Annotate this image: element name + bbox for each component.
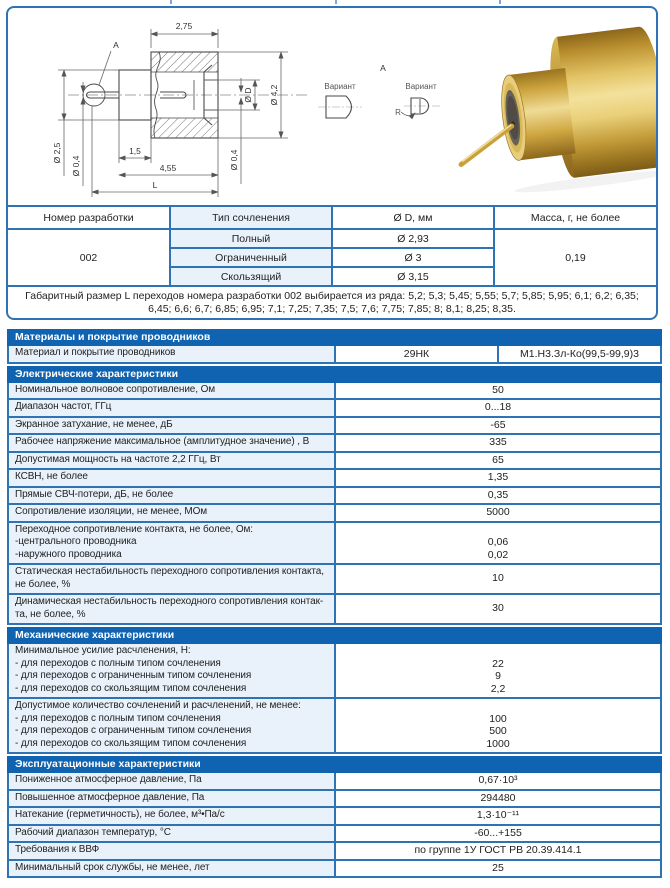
char-value	[336, 488, 660, 504]
char-value-cell: 0,06	[487, 536, 509, 548]
char-row	[7, 843, 662, 861]
char-label	[9, 346, 336, 362]
char-label-line: Рабочее напряжение максимальное (амплитудное значение) , В	[15, 436, 310, 447]
dimension-l-note: Габаритный размер L переходов номера разработки 002 выбирается из ряда: 5,2; 5,3; 5,45; 5,55; 5,7; 5,85; 5,95; 6,1; 6,2; 6,35; 6,45; 6,6; 6,7; 6,85; 6,95; 7,1; 7,25; 7,35; 7,5; 7,6; 7,75; 7,85; 8; 8,1; 8,25; 8,35.	[8, 285, 656, 318]
char-value-cell: 10	[492, 572, 504, 585]
variant-radius-label: R	[395, 108, 401, 117]
char-row	[7, 383, 662, 401]
char-row	[7, 453, 662, 471]
char-value-cell: 500	[489, 725, 507, 737]
view-a-label: А	[113, 40, 119, 50]
spec-header-dev-number: Номер разработки	[8, 206, 170, 229]
char-value-cell	[338, 645, 658, 658]
variant-view-a-label: А	[380, 63, 386, 73]
char-label	[9, 470, 336, 486]
char-label	[9, 488, 336, 504]
spec-type-cell: Ограниченный	[170, 248, 332, 267]
char-label-line: Номинальное волновое сопротивление, Ом	[15, 383, 216, 395]
char-value-cell: 9	[495, 670, 501, 682]
char-value	[336, 453, 660, 469]
variant-2-label: Вариант	[405, 82, 437, 91]
char-value-cell: 1,3·10⁻¹¹	[476, 809, 520, 821]
char-label	[9, 595, 336, 623]
char-label	[9, 808, 336, 824]
char-label	[9, 453, 336, 469]
spec-diameter-cell: Ø 3	[332, 248, 494, 267]
char-label-line: Минимальный срок службы, не менее, лет	[15, 861, 210, 873]
char-value-cell: 25	[492, 861, 504, 874]
char-label	[9, 773, 336, 789]
char-value-cell: 2,2	[490, 682, 506, 695]
top-frame	[6, 6, 658, 320]
char-label-line: -центрального проводника	[15, 536, 137, 547]
char-value-cell: -60...+155	[474, 826, 522, 839]
dim-label-pin-dia-inner: Ø 0,4	[229, 149, 239, 171]
char-value	[336, 470, 660, 486]
char-value-cell: 29НК	[403, 347, 430, 360]
char-value-cell	[338, 524, 658, 537]
spec-type-cell: Скользящий	[170, 267, 332, 285]
char-row	[7, 595, 662, 625]
char-label-line: -наружного проводника	[15, 548, 122, 560]
section-header: Механические характеристики	[7, 627, 662, 644]
char-value	[336, 808, 660, 824]
char-value-cell: -65	[490, 418, 506, 431]
char-label-line: КСВН, не более	[15, 471, 88, 482]
char-label-line: Статическая нестабильность переходного сопротивления контакта,	[15, 566, 324, 577]
char-value-cell: 65	[492, 453, 504, 466]
spec-type-cell: Полный	[170, 229, 332, 248]
char-label-line: Пониженное атмосферное давление, Па	[15, 774, 202, 785]
char-label	[9, 699, 336, 752]
char-row	[7, 826, 662, 844]
char-value	[336, 418, 660, 434]
char-row	[7, 791, 662, 809]
char-value	[336, 699, 660, 752]
char-label-line: та, не более, %	[15, 608, 86, 620]
crop-tick	[499, 0, 501, 4]
char-value-cell: 335	[489, 436, 507, 448]
char-row	[7, 808, 662, 826]
char-label-line: Сопротивление изоляции, не менее, МОм	[15, 506, 208, 517]
char-value	[336, 400, 660, 416]
char-label	[9, 418, 336, 434]
char-label-line: - для переходов со скользящим типом сочленения	[15, 737, 247, 749]
char-value-cell: по группе 1У ГОСТ РВ 20.39.414.1	[414, 844, 582, 856]
char-label-line: Прямые СВЧ-потери, дБ, не более	[15, 488, 174, 500]
char-value-cell: 1,35	[487, 471, 509, 483]
char-value-cell: 0,02	[487, 548, 509, 561]
char-value	[336, 861, 660, 877]
char-value-cell: 100	[489, 712, 507, 725]
char-label-line: Требования к ВВФ	[15, 844, 100, 855]
dim-label-pin-dia: Ø 0,4	[71, 155, 81, 177]
char-value	[336, 644, 660, 697]
char-label-line: Диапазон частот, ГГц	[15, 401, 112, 412]
char-label	[9, 400, 336, 416]
char-label	[9, 435, 336, 451]
char-value	[336, 523, 660, 564]
char-label	[9, 826, 336, 842]
char-label	[9, 791, 336, 807]
char-value	[336, 843, 660, 859]
dim-label-flange-len: 1,5	[129, 146, 141, 156]
dim-label-inner-dia: Ø D	[243, 87, 253, 103]
char-label-line: - для переходов с ограниченным типом сочленения	[15, 725, 252, 736]
char-row	[7, 644, 662, 699]
char-value-cell: 30	[492, 602, 504, 615]
char-row	[7, 488, 662, 506]
char-label-line: Экранное затухание, не менее, дБ	[15, 418, 173, 430]
variant-1-label: Вариант	[324, 82, 356, 91]
crop-tick	[170, 0, 172, 4]
section-header: Материалы и покрытие проводников	[7, 329, 662, 346]
dim-label-flange-dia: Ø 2,5	[52, 142, 62, 164]
char-row	[7, 470, 662, 488]
char-label	[9, 565, 336, 593]
crop-tick	[335, 0, 337, 4]
char-label-line: Рабочий диапазон температур, °С	[15, 826, 171, 838]
char-label-line: Динамическая нестабильность переходного сопротивления контак-	[15, 596, 324, 607]
char-label-line: - для переходов с полным типом сочленения	[15, 712, 221, 724]
spec-table	[8, 205, 656, 285]
char-value-cell: 1000	[486, 737, 510, 750]
char-value	[336, 505, 660, 521]
char-value-cell: 5000	[486, 506, 510, 518]
spec-dev-number: 002	[8, 229, 170, 285]
char-value	[336, 565, 660, 593]
section-header: Электрические характеристики	[7, 366, 662, 383]
char-label-line: - для переходов с ограниченным типом сочленения	[15, 670, 252, 681]
char-row	[7, 523, 662, 566]
spec-header-mating-type: Тип сочленения	[170, 206, 332, 229]
char-label-line: Материал и покрытие проводников	[15, 347, 176, 358]
char-label-line: Минимальное усилие расчленения, Н:	[15, 645, 191, 656]
char-label-line: Переходное сопротивление контакта, не более, Ом:	[15, 523, 253, 535]
char-label	[9, 505, 336, 521]
char-row	[7, 346, 662, 364]
characteristics-table	[7, 329, 662, 878]
char-label-line: Натекание (герметичность), не более, м³•Па/с	[15, 809, 225, 820]
variant-details	[318, 63, 440, 118]
char-value	[336, 773, 660, 789]
dim-label-body-len: 4,55	[159, 163, 177, 173]
technical-drawing	[8, 8, 656, 205]
char-value	[336, 435, 660, 451]
char-value-cell: 0,35	[487, 488, 509, 501]
char-row	[7, 699, 662, 754]
char-label-line: - для переходов с полным типом сочленения	[15, 657, 221, 669]
spec-mass-cell: 0,19	[494, 229, 656, 285]
spec-header-diameter: Ø D, мм	[332, 206, 494, 229]
char-label-line: Повышенное атмосферное давление, Па	[15, 791, 205, 803]
char-value-cell: 22	[492, 657, 504, 670]
char-label	[9, 644, 336, 697]
spec-header-mass: Масса, г, не более	[494, 206, 656, 229]
char-row	[7, 418, 662, 436]
char-label	[9, 383, 336, 399]
dim-label-body-width: 2,75	[175, 21, 193, 31]
char-label	[9, 843, 336, 859]
spec-diameter-cell: Ø 3,15	[332, 267, 494, 285]
spec-diameter-cell: Ø 2,93	[332, 229, 494, 248]
char-row	[7, 773, 662, 791]
connector-photo	[447, 25, 656, 202]
dim-label-total-len: L	[152, 180, 158, 190]
char-label	[9, 861, 336, 877]
char-row	[7, 505, 662, 523]
char-row	[7, 435, 662, 453]
char-value-cell	[338, 700, 658, 713]
char-value-cell: 0,67·10³	[478, 774, 518, 786]
char-value-cell: 294480	[480, 791, 516, 804]
char-value	[336, 346, 660, 362]
char-label-line: Допустимая мощность на частоте 2,2 ГГц, Вт	[15, 453, 221, 465]
dim-label-outer-dia: Ø 4,2	[269, 84, 279, 106]
char-value-cell: М1.Н3.Зл-Ко(99,5-99,9)3	[497, 346, 660, 362]
char-row	[7, 565, 662, 595]
char-value	[336, 595, 660, 623]
char-value	[336, 791, 660, 807]
char-value	[336, 383, 660, 399]
char-label-line: Допустимое количество сочленений и расчленений, не менее:	[15, 700, 301, 711]
char-row	[7, 861, 662, 879]
section-header: Эксплуатационные характеристики	[7, 756, 662, 773]
char-row	[7, 400, 662, 418]
char-value-cell: 50	[492, 383, 504, 396]
char-value-cell: 0...18	[484, 401, 512, 413]
char-label-line: не более, %	[15, 578, 71, 590]
char-value	[336, 826, 660, 842]
char-label	[9, 523, 336, 564]
char-label-line: - для переходов со скользящим типом сочленения	[15, 682, 247, 694]
